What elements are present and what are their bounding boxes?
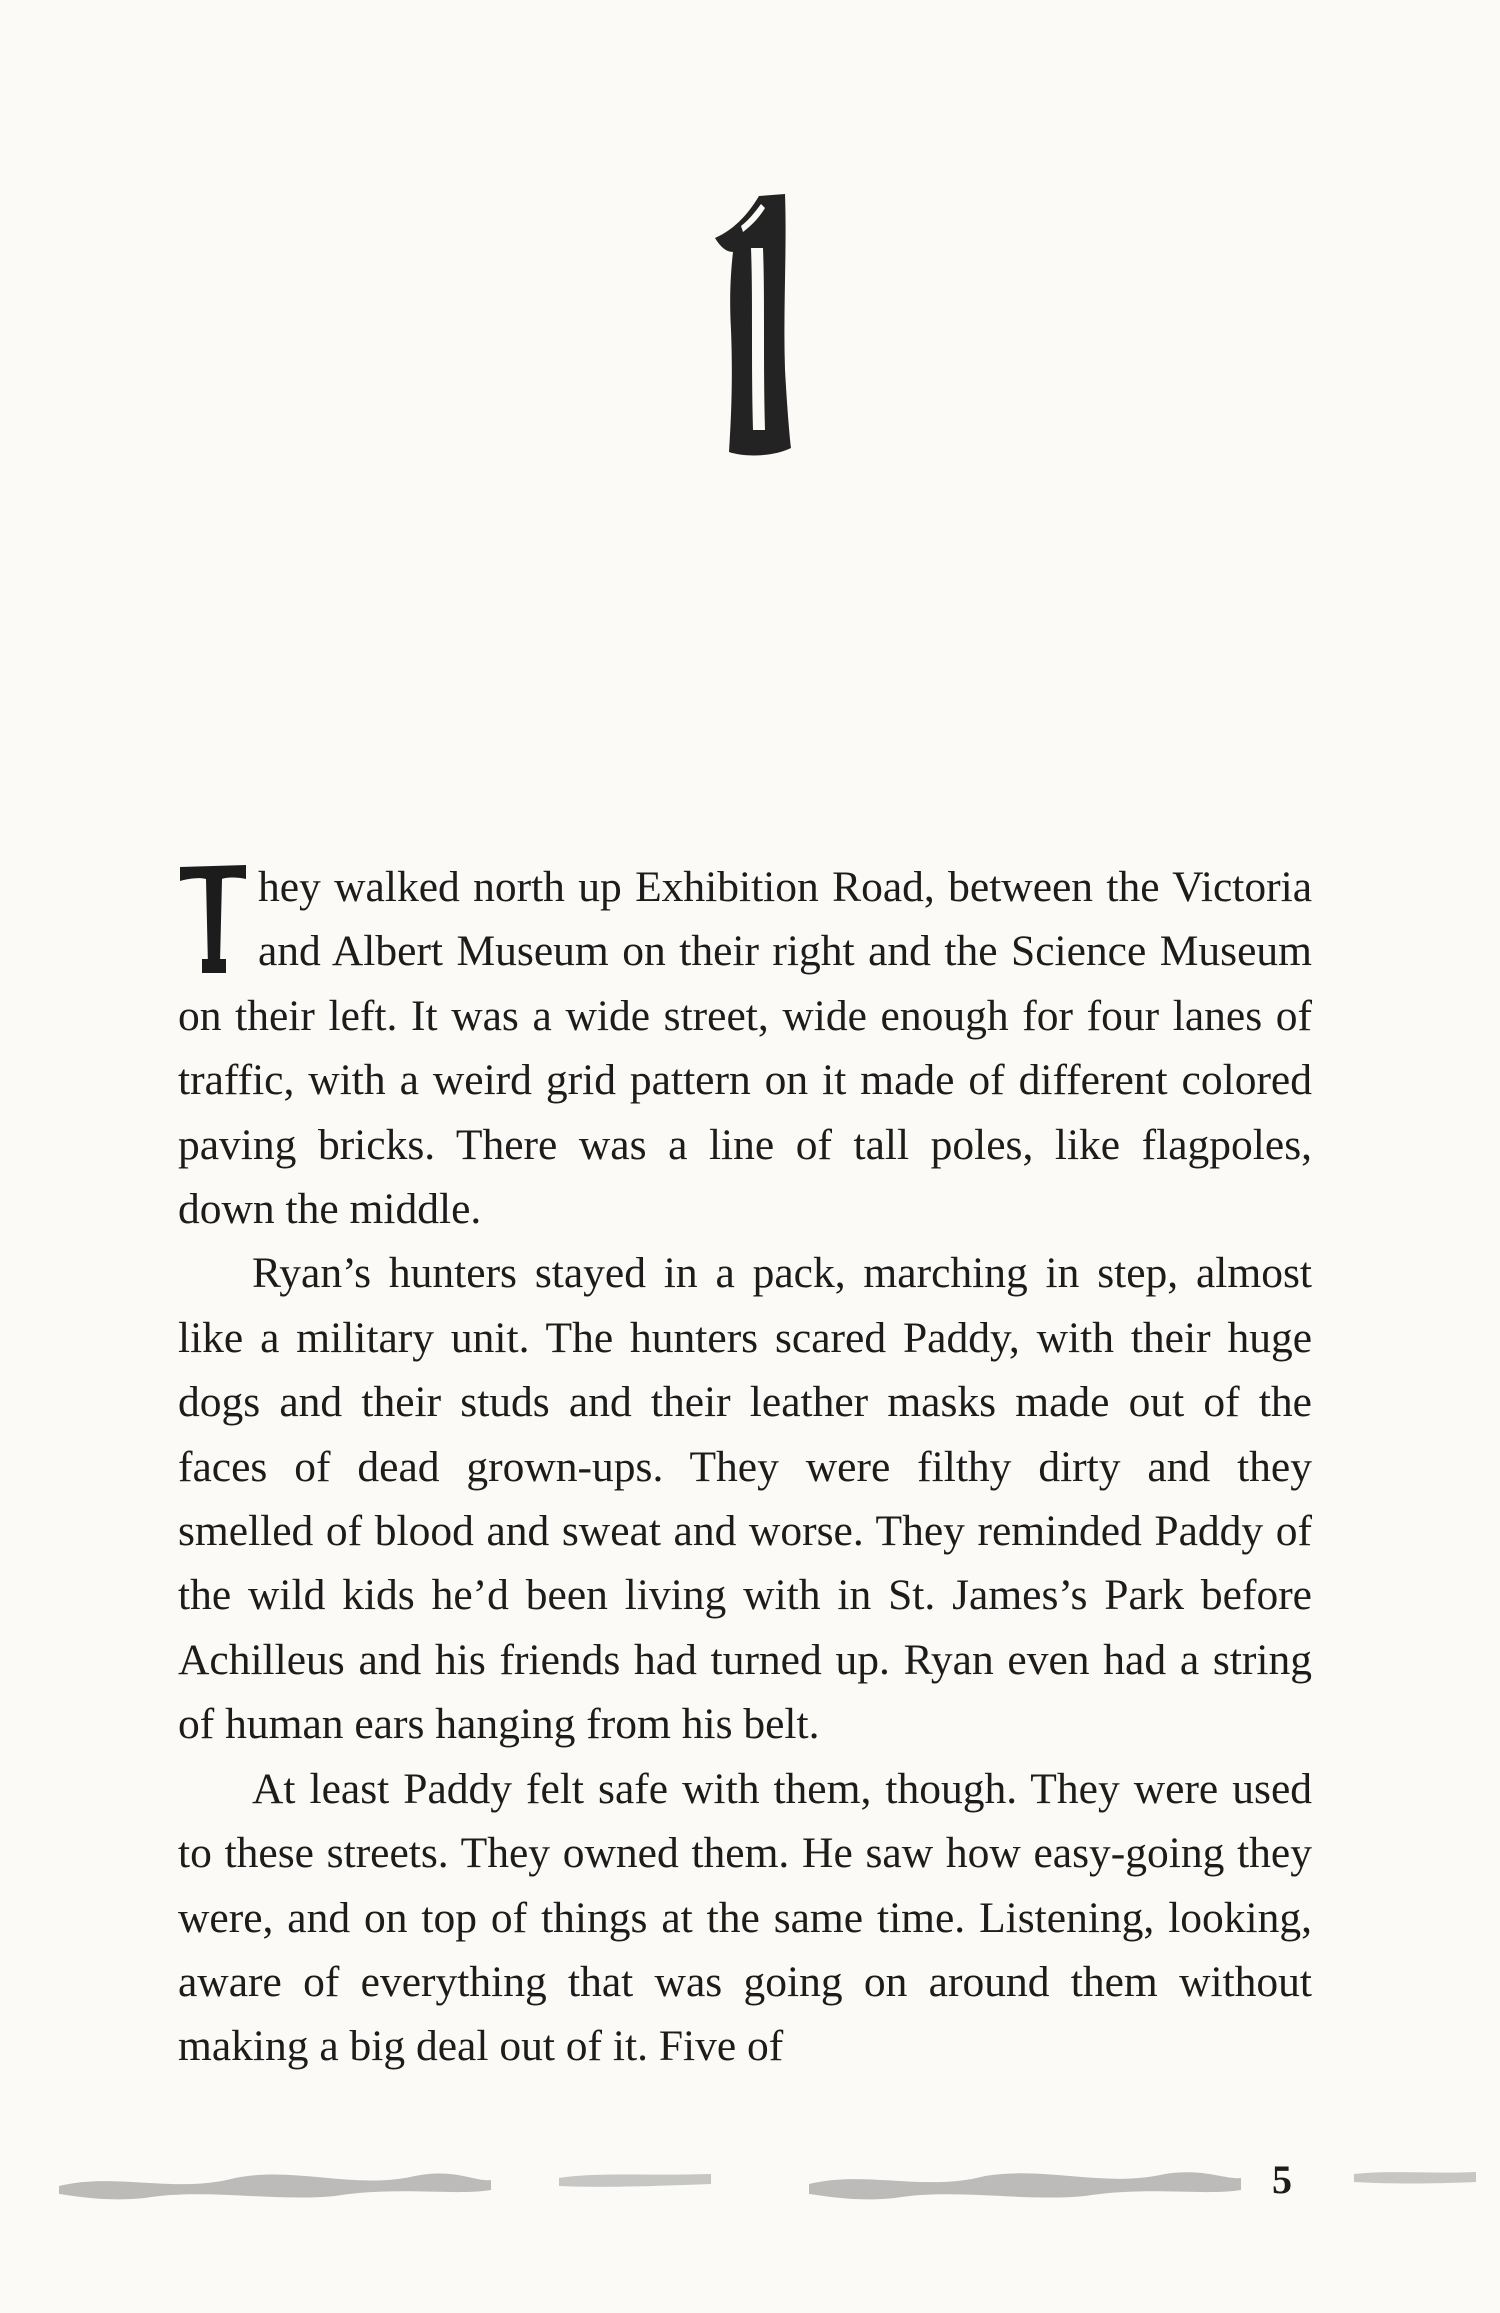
chapter-text xyxy=(178,855,1312,2079)
chapter-number xyxy=(0,190,1500,460)
drop-cap-glyph xyxy=(178,863,248,975)
paragraph-text: hey walked north up Exhibition Road, between the Victoria and Albert Museum on their right and the Science Museum on their left. It was a wide street, wide enough for four lanes of traffic, with a weird grid pattern on it made of different colored paving bricks. There was a line of tall poles, like flagpoles, down the middle. xyxy=(178,863,1312,1234)
footer-ornament xyxy=(55,2160,495,2204)
paragraph: Ryan’s hunters stayed in a pack, marching in step, almost like a military unit. The hunters scared Paddy, with their huge dogs and their studs and their leather masks made out of the faces of dead grown-ups. They were filthy dirty and they smelled of blood and sweat and worse. They reminded Paddy of the wild kids he’d been living with in St. James’s Park before Achilleus and his friends had turned up. Ryan even had a string of human ears hanging from his belt. xyxy=(178,1249,1312,1749)
footer-ornament xyxy=(555,2160,715,2204)
paragraph: At least Paddy felt safe with them, though. They were used to these streets. They owned them. He saw how easy-going they were, and on top of things at the same time. Listening, looking, aware of everything that was going on around them without making a big deal out of it. Five of xyxy=(178,1764,1312,2071)
footer-ornament xyxy=(805,2160,1245,2204)
drop-cap xyxy=(178,863,248,975)
chapter-number-glyph xyxy=(695,190,805,460)
drop-cap-letter xyxy=(178,975,179,976)
footer-ornament xyxy=(1350,2160,1480,2204)
paragraph xyxy=(178,855,1312,1241)
page-number: 5 xyxy=(1272,2157,1292,2202)
